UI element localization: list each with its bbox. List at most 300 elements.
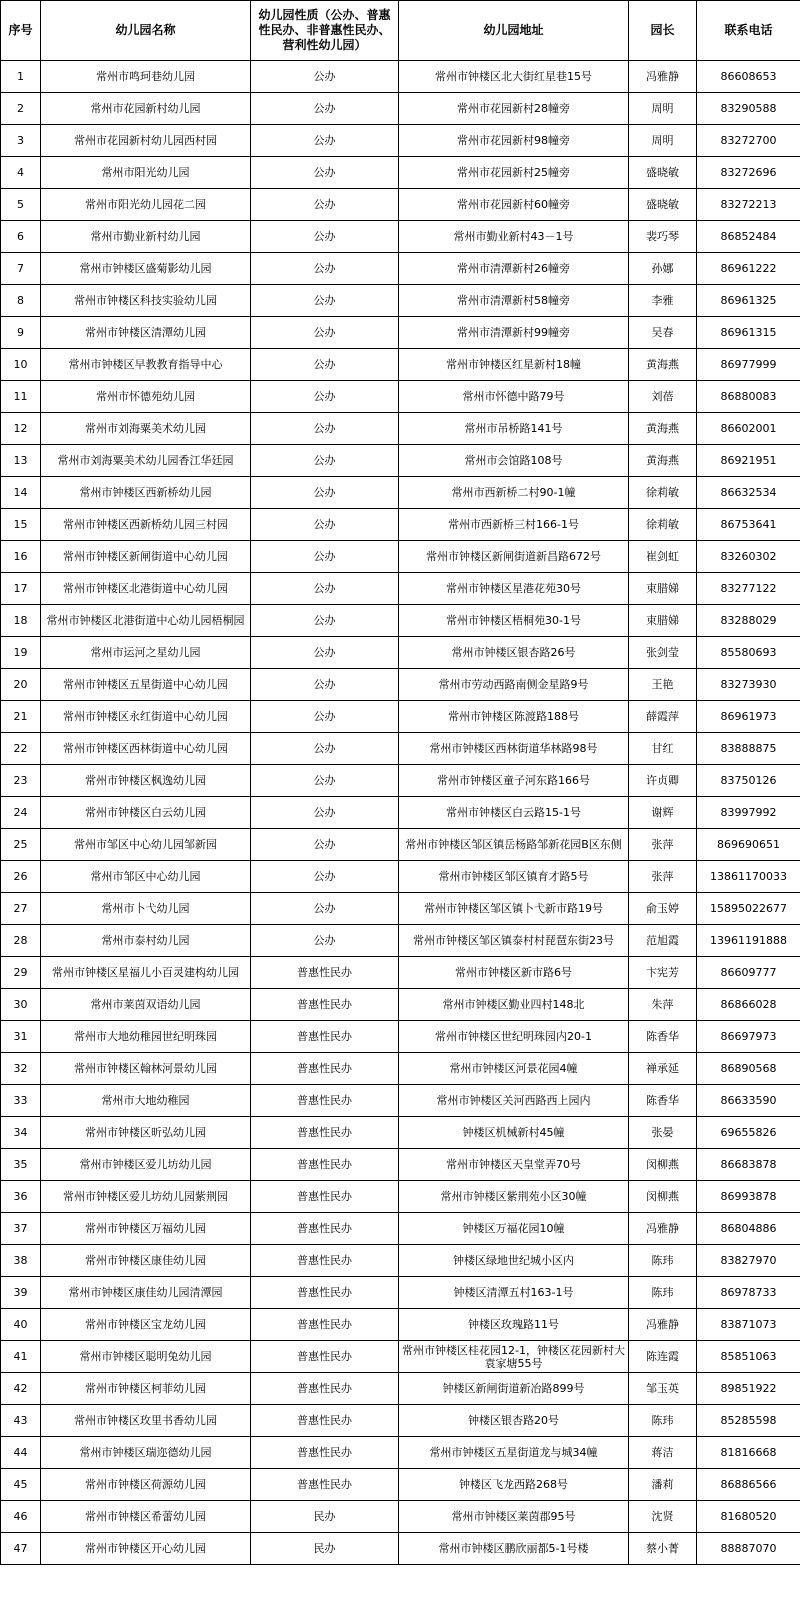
cell-phone: 83290588 xyxy=(697,93,800,125)
cell-head: 束腊娣 xyxy=(629,573,697,605)
cell-name: 常州市刘海粟美术幼儿园香江华廷园 xyxy=(41,445,251,477)
cell-name: 常州市钟楼区科技实验幼儿园 xyxy=(41,285,251,317)
header-no: 序号 xyxy=(1,1,41,61)
cell-no: 38 xyxy=(1,1245,41,1277)
table-row xyxy=(1,221,800,253)
cell-type: 普惠性民办 xyxy=(251,957,399,989)
table-row xyxy=(1,1117,800,1149)
cell-type: 普惠性民办 xyxy=(251,1277,399,1309)
cell-type: 公办 xyxy=(251,829,399,861)
cell-head: 周明 xyxy=(629,93,697,125)
cell-phone: 86961973 xyxy=(697,701,800,733)
cell-phone: 13861170033 xyxy=(697,861,800,893)
cell-address: 常州市花园新村98幢旁 xyxy=(399,125,629,157)
cell-type: 普惠性民办 xyxy=(251,1117,399,1149)
table-row xyxy=(1,93,800,125)
cell-type: 普惠性民办 xyxy=(251,1341,399,1373)
cell-head: 冯雅静 xyxy=(629,1213,697,1245)
cell-head: 李雅 xyxy=(629,285,697,317)
table-row xyxy=(1,1149,800,1181)
table-header xyxy=(1,1,800,61)
cell-address: 常州市钟楼区邹区镇泰村村琵琶东街23号 xyxy=(399,925,629,957)
cell-type: 公办 xyxy=(251,925,399,957)
cell-name: 常州市花园新村幼儿园 xyxy=(41,93,251,125)
cell-type: 普惠性民办 xyxy=(251,1309,399,1341)
cell-address: 钟楼区清潭五村163-1号 xyxy=(399,1277,629,1309)
cell-head: 崔剑虹 xyxy=(629,541,697,573)
cell-head: 张萍 xyxy=(629,861,697,893)
cell-name: 常州市钟楼区爱儿坊幼儿园紫荆园 xyxy=(41,1181,251,1213)
cell-name: 常州市钟楼区五星街道中心幼儿园 xyxy=(41,669,251,701)
cell-address: 常州市钟楼区新市路6号 xyxy=(399,957,629,989)
cell-phone: 86921951 xyxy=(697,445,800,477)
cell-phone: 86866028 xyxy=(697,989,800,1021)
cell-no: 3 xyxy=(1,125,41,157)
table-row xyxy=(1,253,800,285)
table-row xyxy=(1,1309,800,1341)
cell-no: 25 xyxy=(1,829,41,861)
table-row xyxy=(1,893,800,925)
cell-phone: 86753641 xyxy=(697,509,800,541)
table-row xyxy=(1,1405,800,1437)
cell-address: 常州市钟楼区星港花苑30号 xyxy=(399,573,629,605)
cell-name: 常州市钟楼区星福儿小百灵建构幼儿园 xyxy=(41,957,251,989)
cell-no: 5 xyxy=(1,189,41,221)
cell-phone: 83277122 xyxy=(697,573,800,605)
cell-no: 8 xyxy=(1,285,41,317)
cell-no: 11 xyxy=(1,381,41,413)
cell-phone: 83288029 xyxy=(697,605,800,637)
cell-head: 许贞卿 xyxy=(629,765,697,797)
cell-phone: 86880083 xyxy=(697,381,800,413)
cell-phone: 83272700 xyxy=(697,125,800,157)
cell-type: 公办 xyxy=(251,157,399,189)
cell-name: 常州市鸣珂巷幼儿园 xyxy=(41,61,251,93)
cell-no: 35 xyxy=(1,1149,41,1181)
cell-type: 公办 xyxy=(251,381,399,413)
cell-no: 10 xyxy=(1,349,41,381)
table-body xyxy=(1,61,800,1565)
cell-phone: 86961222 xyxy=(697,253,800,285)
cell-head: 吴春 xyxy=(629,317,697,349)
cell-no: 29 xyxy=(1,957,41,989)
cell-head: 束腊娣 xyxy=(629,605,697,637)
cell-address: 钟楼区机械新村45幢 xyxy=(399,1117,629,1149)
cell-no: 44 xyxy=(1,1437,41,1469)
cell-address: 常州市钟楼区莱茵郡95号 xyxy=(399,1501,629,1533)
cell-address: 钟楼区新闸街道新冶路899号 xyxy=(399,1373,629,1405)
cell-phone: 86632534 xyxy=(697,477,800,509)
table-row xyxy=(1,1245,800,1277)
cell-head: 张萍 xyxy=(629,829,697,861)
cell-no: 42 xyxy=(1,1373,41,1405)
table-row xyxy=(1,285,800,317)
cell-address: 常州市钟楼区紫荆苑小区30幢 xyxy=(399,1181,629,1213)
cell-address: 常州市钟楼区陈渡路188号 xyxy=(399,701,629,733)
cell-type: 公办 xyxy=(251,701,399,733)
cell-phone: 86852484 xyxy=(697,221,800,253)
cell-phone: 86608653 xyxy=(697,61,800,93)
table-row xyxy=(1,637,800,669)
cell-no: 36 xyxy=(1,1181,41,1213)
cell-name: 常州市钟楼区昕弘幼儿园 xyxy=(41,1117,251,1149)
cell-phone: 83827970 xyxy=(697,1245,800,1277)
cell-no: 28 xyxy=(1,925,41,957)
cell-name: 常州市运河之星幼儿园 xyxy=(41,637,251,669)
cell-type: 公办 xyxy=(251,893,399,925)
cell-phone: 83888875 xyxy=(697,733,800,765)
cell-type: 公办 xyxy=(251,861,399,893)
table-row xyxy=(1,1053,800,1085)
table-row xyxy=(1,125,800,157)
cell-name: 常州市怀德苑幼儿园 xyxy=(41,381,251,413)
cell-head: 徐莉敏 xyxy=(629,509,697,541)
cell-phone: 13961191888 xyxy=(697,925,800,957)
cell-address: 常州市钟楼区邹区镇卜弋新市路19号 xyxy=(399,893,629,925)
table-row xyxy=(1,989,800,1021)
cell-address: 常州市清潭新村58幢旁 xyxy=(399,285,629,317)
cell-type: 公办 xyxy=(251,413,399,445)
cell-address: 钟楼区飞龙西路268号 xyxy=(399,1469,629,1501)
cell-type: 普惠性民办 xyxy=(251,1085,399,1117)
cell-name: 常州市钟楼区爱儿坊幼儿园 xyxy=(41,1149,251,1181)
cell-address: 常州市钟楼区银杏路26号 xyxy=(399,637,629,669)
cell-name: 常州市钟楼区瑞迩德幼儿园 xyxy=(41,1437,251,1469)
cell-address: 常州市钟楼区勤业四村148北 xyxy=(399,989,629,1021)
cell-head: 薛霞萍 xyxy=(629,701,697,733)
cell-no: 6 xyxy=(1,221,41,253)
table-row xyxy=(1,1437,800,1469)
cell-type: 普惠性民办 xyxy=(251,1021,399,1053)
cell-no: 26 xyxy=(1,861,41,893)
cell-type: 普惠性民办 xyxy=(251,1213,399,1245)
cell-type: 普惠性民办 xyxy=(251,1437,399,1469)
cell-no: 33 xyxy=(1,1085,41,1117)
table-row xyxy=(1,1373,800,1405)
cell-phone: 86633590 xyxy=(697,1085,800,1117)
table-row xyxy=(1,701,800,733)
cell-no: 18 xyxy=(1,605,41,637)
cell-head: 黄海燕 xyxy=(629,349,697,381)
cell-type: 公办 xyxy=(251,637,399,669)
cell-address: 常州市钟楼区世纪明珠园内20-1 xyxy=(399,1021,629,1053)
cell-name: 常州市卜弋幼儿园 xyxy=(41,893,251,925)
cell-no: 14 xyxy=(1,477,41,509)
table-row xyxy=(1,1021,800,1053)
cell-address: 常州市钟楼区白云路15-1号 xyxy=(399,797,629,829)
cell-phone: 86978733 xyxy=(697,1277,800,1309)
cell-name: 常州市钟楼区宝龙幼儿园 xyxy=(41,1309,251,1341)
cell-no: 7 xyxy=(1,253,41,285)
cell-name: 常州市钟楼区希蕾幼儿园 xyxy=(41,1501,251,1533)
cell-type: 公办 xyxy=(251,797,399,829)
cell-type: 公办 xyxy=(251,285,399,317)
table-row xyxy=(1,573,800,605)
cell-head: 范旭霞 xyxy=(629,925,697,957)
cell-no: 4 xyxy=(1,157,41,189)
table-row xyxy=(1,1341,800,1373)
cell-address: 常州市会馆路108号 xyxy=(399,445,629,477)
cell-phone: 69655826 xyxy=(697,1117,800,1149)
cell-name: 常州市钟楼区早教教育指导中心 xyxy=(41,349,251,381)
cell-name: 常州市刘海粟美术幼儿园 xyxy=(41,413,251,445)
cell-type: 公办 xyxy=(251,221,399,253)
cell-no: 34 xyxy=(1,1117,41,1149)
table-row xyxy=(1,733,800,765)
cell-address: 常州市劳动西路南侧金星路9号 xyxy=(399,669,629,701)
cell-name: 常州市钟楼区康佳幼儿园 xyxy=(41,1245,251,1277)
table-row xyxy=(1,1469,800,1501)
cell-address: 常州市钟楼区邹区镇育才路5号 xyxy=(399,861,629,893)
table-row xyxy=(1,349,800,381)
cell-type: 公办 xyxy=(251,541,399,573)
cell-name: 常州市钟楼区万福幼儿园 xyxy=(41,1213,251,1245)
cell-type: 普惠性民办 xyxy=(251,1373,399,1405)
cell-address: 常州市钟楼区新闸街道新昌路672号 xyxy=(399,541,629,573)
table-row xyxy=(1,541,800,573)
cell-phone: 85285598 xyxy=(697,1405,800,1437)
table-row xyxy=(1,317,800,349)
cell-name: 常州市钟楼区清潭幼儿园 xyxy=(41,317,251,349)
cell-address: 常州市清潭新村99幢旁 xyxy=(399,317,629,349)
cell-no: 1 xyxy=(1,61,41,93)
cell-head: 甘红 xyxy=(629,733,697,765)
cell-phone: 86602001 xyxy=(697,413,800,445)
table-row xyxy=(1,669,800,701)
cell-phone: 15895022677 xyxy=(697,893,800,925)
cell-phone: 86886566 xyxy=(697,1469,800,1501)
cell-name: 常州市邹区中心幼儿园 xyxy=(41,861,251,893)
table-row xyxy=(1,861,800,893)
cell-phone: 86993878 xyxy=(697,1181,800,1213)
cell-type: 公办 xyxy=(251,349,399,381)
cell-head: 陈香华 xyxy=(629,1085,697,1117)
cell-head: 俞玉婷 xyxy=(629,893,697,925)
cell-head: 陈玮 xyxy=(629,1277,697,1309)
cell-head: 刘蓓 xyxy=(629,381,697,413)
cell-no: 17 xyxy=(1,573,41,605)
cell-head: 禅承延 xyxy=(629,1053,697,1085)
cell-name: 常州市钟楼区永红街道中心幼儿园 xyxy=(41,701,251,733)
header-phone: 联系电话 xyxy=(697,1,800,61)
cell-address: 常州市钟楼区西林街道华林路98号 xyxy=(399,733,629,765)
cell-name: 常州市钟楼区枫逸幼儿园 xyxy=(41,765,251,797)
table-row xyxy=(1,765,800,797)
cell-address: 常州市花园新村60幢旁 xyxy=(399,189,629,221)
cell-phone: 83997992 xyxy=(697,797,800,829)
cell-name: 常州市莱茵双语幼儿园 xyxy=(41,989,251,1021)
cell-no: 19 xyxy=(1,637,41,669)
header-type: 幼儿园性质（公办、普惠性民办、非普惠性民办、营利性幼儿园） xyxy=(251,1,399,61)
cell-address: 常州市花园新村28幢旁 xyxy=(399,93,629,125)
cell-address: 常州市勤业新村43－1号 xyxy=(399,221,629,253)
cell-address: 常州市钟楼区梧桐苑30-1号 xyxy=(399,605,629,637)
cell-address: 常州市钟楼区北大街红星巷15号 xyxy=(399,61,629,93)
cell-type: 民办 xyxy=(251,1501,399,1533)
cell-head: 裴巧琴 xyxy=(629,221,697,253)
cell-type: 普惠性民办 xyxy=(251,1469,399,1501)
cell-name: 常州市花园新村幼儿园西村园 xyxy=(41,125,251,157)
cell-type: 公办 xyxy=(251,189,399,221)
cell-head: 闵柳燕 xyxy=(629,1181,697,1213)
cell-no: 9 xyxy=(1,317,41,349)
table-row xyxy=(1,925,800,957)
table-row xyxy=(1,189,800,221)
cell-address: 常州市钟楼区五星街道龙与城34幢 xyxy=(399,1437,629,1469)
cell-type: 公办 xyxy=(251,445,399,477)
table-row xyxy=(1,1213,800,1245)
cell-phone: 86977999 xyxy=(697,349,800,381)
cell-no: 46 xyxy=(1,1501,41,1533)
cell-type: 公办 xyxy=(251,317,399,349)
cell-name: 常州市钟楼区北港街道中心幼儿园 xyxy=(41,573,251,605)
cell-phone: 81816668 xyxy=(697,1437,800,1469)
header-name: 幼儿园名称 xyxy=(41,1,251,61)
cell-type: 公办 xyxy=(251,125,399,157)
cell-phone: 89851922 xyxy=(697,1373,800,1405)
cell-head: 盛晓敏 xyxy=(629,189,697,221)
cell-phone: 86890568 xyxy=(697,1053,800,1085)
table-row xyxy=(1,1533,800,1565)
cell-name: 常州市钟楼区康佳幼儿园清潭园 xyxy=(41,1277,251,1309)
table-row xyxy=(1,445,800,477)
cell-no: 27 xyxy=(1,893,41,925)
cell-no: 21 xyxy=(1,701,41,733)
cell-phone: 86609777 xyxy=(697,957,800,989)
cell-head: 蒋洁 xyxy=(629,1437,697,1469)
cell-type: 公办 xyxy=(251,477,399,509)
cell-no: 2 xyxy=(1,93,41,125)
cell-head: 黄海燕 xyxy=(629,445,697,477)
cell-address: 常州市西新桥二村90-1幢 xyxy=(399,477,629,509)
cell-address: 常州市钟楼区河景花园4幢 xyxy=(399,1053,629,1085)
cell-phone: 85580693 xyxy=(697,637,800,669)
header-row xyxy=(1,1,800,61)
cell-name: 常州市钟楼区翰林河景幼儿园 xyxy=(41,1053,251,1085)
cell-name: 常州市钟楼区荷源幼儿园 xyxy=(41,1469,251,1501)
table-row xyxy=(1,381,800,413)
cell-type: 普惠性民办 xyxy=(251,989,399,1021)
cell-phone: 83871073 xyxy=(697,1309,800,1341)
cell-type: 普惠性民办 xyxy=(251,1245,399,1277)
cell-no: 15 xyxy=(1,509,41,541)
cell-head: 沈贤 xyxy=(629,1501,697,1533)
table-row xyxy=(1,413,800,445)
cell-type: 公办 xyxy=(251,573,399,605)
cell-name: 常州市钟楼区新闸街道中心幼儿园 xyxy=(41,541,251,573)
cell-head: 闵柳燕 xyxy=(629,1149,697,1181)
table-row xyxy=(1,509,800,541)
cell-no: 47 xyxy=(1,1533,41,1565)
cell-type: 公办 xyxy=(251,253,399,285)
cell-address: 常州市钟楼区天皇堂弄70号 xyxy=(399,1149,629,1181)
cell-head: 蔡小菁 xyxy=(629,1533,697,1565)
cell-address: 常州市钟楼区邹区镇岳杨路邹新花园B区东侧 xyxy=(399,829,629,861)
table-row xyxy=(1,797,800,829)
cell-type: 公办 xyxy=(251,733,399,765)
cell-head: 徐莉敏 xyxy=(629,477,697,509)
cell-no: 37 xyxy=(1,1213,41,1245)
cell-no: 16 xyxy=(1,541,41,573)
cell-head: 谢辉 xyxy=(629,797,697,829)
cell-name: 常州市钟楼区盛菊影幼儿园 xyxy=(41,253,251,285)
cell-phone: 85851063 xyxy=(697,1341,800,1373)
table-row xyxy=(1,157,800,189)
cell-no: 12 xyxy=(1,413,41,445)
cell-head: 黄海燕 xyxy=(629,413,697,445)
cell-head: 陈玮 xyxy=(629,1405,697,1437)
cell-head: 冯雅静 xyxy=(629,61,697,93)
cell-head: 盛晓敏 xyxy=(629,157,697,189)
cell-no: 41 xyxy=(1,1341,41,1373)
cell-type: 公办 xyxy=(251,669,399,701)
cell-phone: 86804886 xyxy=(697,1213,800,1245)
cell-head: 陈香华 xyxy=(629,1021,697,1053)
cell-name: 常州市阳光幼儿园花二园 xyxy=(41,189,251,221)
cell-phone: 88887070 xyxy=(697,1533,800,1565)
cell-type: 普惠性民办 xyxy=(251,1053,399,1085)
cell-head: 张剑莹 xyxy=(629,637,697,669)
cell-type: 普惠性民办 xyxy=(251,1149,399,1181)
cell-type: 公办 xyxy=(251,61,399,93)
table-row xyxy=(1,1085,800,1117)
cell-address: 常州市钟楼区桂花园12-1，钟楼区花园新村大袁家塘55号 xyxy=(399,1341,629,1373)
cell-no: 40 xyxy=(1,1309,41,1341)
cell-phone: 83272213 xyxy=(697,189,800,221)
cell-head: 陈连霞 xyxy=(629,1341,697,1373)
cell-name: 常州市钟楼区玫里书香幼儿园 xyxy=(41,1405,251,1437)
cell-phone: 86961325 xyxy=(697,285,800,317)
cell-type: 普惠性民办 xyxy=(251,1405,399,1437)
cell-name: 常州市钟楼区西林街道中心幼儿园 xyxy=(41,733,251,765)
cell-name: 常州市钟楼区白云幼儿园 xyxy=(41,797,251,829)
table-row xyxy=(1,1277,800,1309)
table-row xyxy=(1,61,800,93)
cell-address: 常州市钟楼区童子河东路166号 xyxy=(399,765,629,797)
cell-phone: 86961315 xyxy=(697,317,800,349)
cell-no: 30 xyxy=(1,989,41,1021)
cell-name: 常州市钟楼区西新桥幼儿园三村园 xyxy=(41,509,251,541)
cell-address: 常州市怀德中路79号 xyxy=(399,381,629,413)
cell-no: 32 xyxy=(1,1053,41,1085)
cell-name: 常州市大地幼稚园世纪明珠园 xyxy=(41,1021,251,1053)
cell-phone: 86697973 xyxy=(697,1021,800,1053)
cell-no: 39 xyxy=(1,1277,41,1309)
cell-head: 冯雅静 xyxy=(629,1309,697,1341)
cell-address: 常州市花园新村25幢旁 xyxy=(399,157,629,189)
cell-head: 卞宪芳 xyxy=(629,957,697,989)
cell-address: 钟楼区玫瑰路11号 xyxy=(399,1309,629,1341)
cell-no: 22 xyxy=(1,733,41,765)
table-row xyxy=(1,1181,800,1213)
cell-name: 常州市大地幼稚园 xyxy=(41,1085,251,1117)
cell-head: 孙娜 xyxy=(629,253,697,285)
cell-type: 民办 xyxy=(251,1533,399,1565)
cell-phone: 869690651 xyxy=(697,829,800,861)
cell-name: 常州市钟楼区开心幼儿园 xyxy=(41,1533,251,1565)
cell-name: 常州市钟楼区聪明兔幼儿园 xyxy=(41,1341,251,1373)
cell-phone: 86683878 xyxy=(697,1149,800,1181)
cell-head: 王艳 xyxy=(629,669,697,701)
cell-type: 公办 xyxy=(251,765,399,797)
cell-type: 公办 xyxy=(251,93,399,125)
cell-type: 公办 xyxy=(251,605,399,637)
cell-no: 45 xyxy=(1,1469,41,1501)
cell-name: 常州市邹区中心幼儿园邹新园 xyxy=(41,829,251,861)
header-head: 园长 xyxy=(629,1,697,61)
cell-no: 43 xyxy=(1,1405,41,1437)
cell-address: 常州市钟楼区红星新村18幢 xyxy=(399,349,629,381)
